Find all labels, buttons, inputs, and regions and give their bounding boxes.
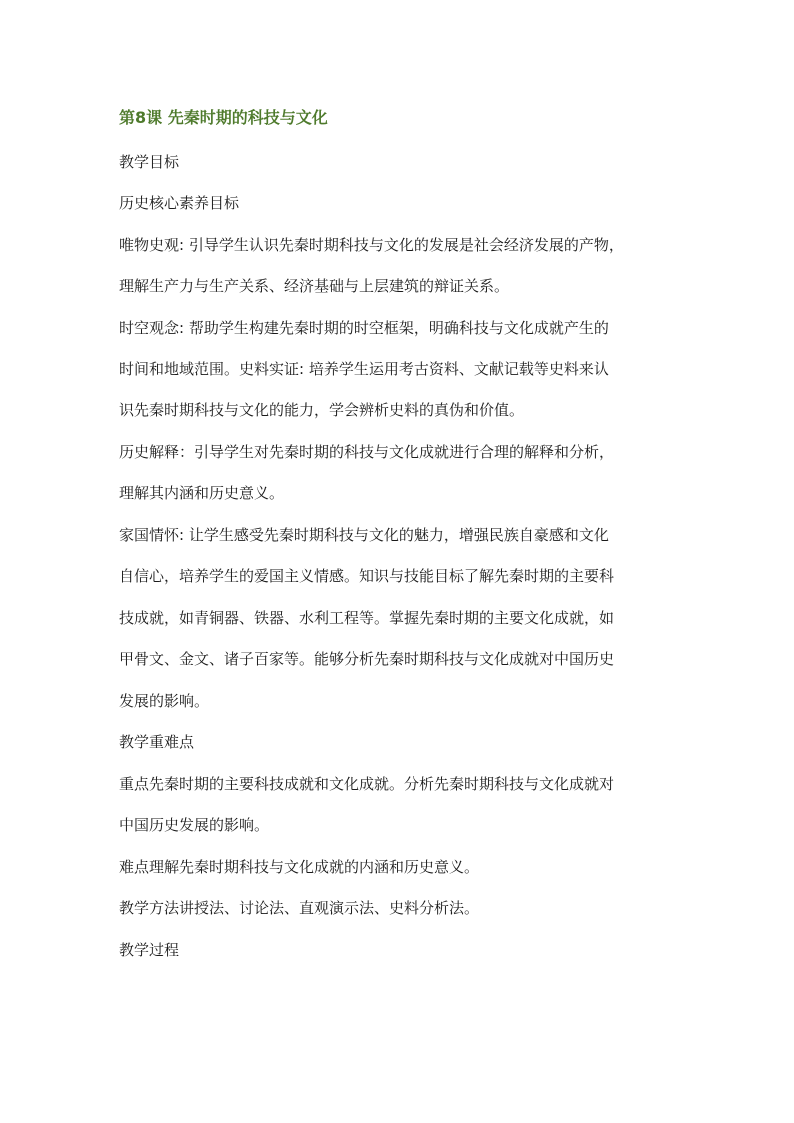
paragraph-line: 重点先秦时期的主要科技成就和文化成就。分析先秦时期科技与文化成就对 <box>119 775 615 793</box>
heading-teaching-process: 教学过程 <box>119 941 180 959</box>
paragraph-line: 历史解释：引导学生对先秦时期的科技与文化成就进行合理的解释和分析， <box>119 443 615 461</box>
paragraph-line: 甲骨文、金文、诸子百家等。能够分析先秦时期科技与文化成就对中国历史 <box>119 650 615 668</box>
paragraph-line: 理解其内涵和历史意义。 <box>119 484 285 502</box>
paragraph-line: 时间和地域范围。史料实证: 培养学生运用考古资料、文献记载等史料来认 <box>119 360 609 378</box>
paragraph-line: 中国历史发展的影响。 <box>119 816 270 834</box>
paragraph-line: 家国情怀: 让学生感受先秦时期科技与文化的魅力，增强民族自豪感和文化 <box>119 526 609 544</box>
lesson-title: 第8课 先秦时期的科技与文化 <box>119 108 328 127</box>
heading-core-literacy-goals: 历史核心素养目标 <box>119 194 240 212</box>
paragraph-line: 理解生产力与生产关系、经济基础与上层建筑的辩证关系。 <box>119 277 510 295</box>
paragraph-line: 自信心，培养学生的爱国主义情感。知识与技能目标了解先秦时期的主要科 <box>119 567 615 585</box>
heading-teaching-objectives: 教学目标 <box>119 153 180 171</box>
heading-key-difficulties: 教学重难点 <box>119 733 195 751</box>
paragraph-line: 唯物史观: 引导学生认识先秦时期科技与文化的发展是社会经济发展的产物， <box>119 236 624 254</box>
paragraph-line: 发展的影响。 <box>119 692 210 710</box>
paragraph-line: 难点理解先秦时期科技与文化成就的内涵和历史意义。 <box>119 858 480 876</box>
paragraph-line: 时空观念: 帮助学生构建先秦时期的时空框架，明确科技与文化成就产生的 <box>119 319 609 337</box>
paragraph-line: 教学方法讲授法、讨论法、直观演示法、史料分析法。 <box>119 899 480 917</box>
paragraph-line: 技成就，如青铜器、铁器、水利工程等。掌握先秦时期的主要文化成就，如 <box>119 609 615 627</box>
paragraph-line: 识先秦时期科技与文化的能力，学会辨析史料的真伪和价值。 <box>119 401 525 419</box>
